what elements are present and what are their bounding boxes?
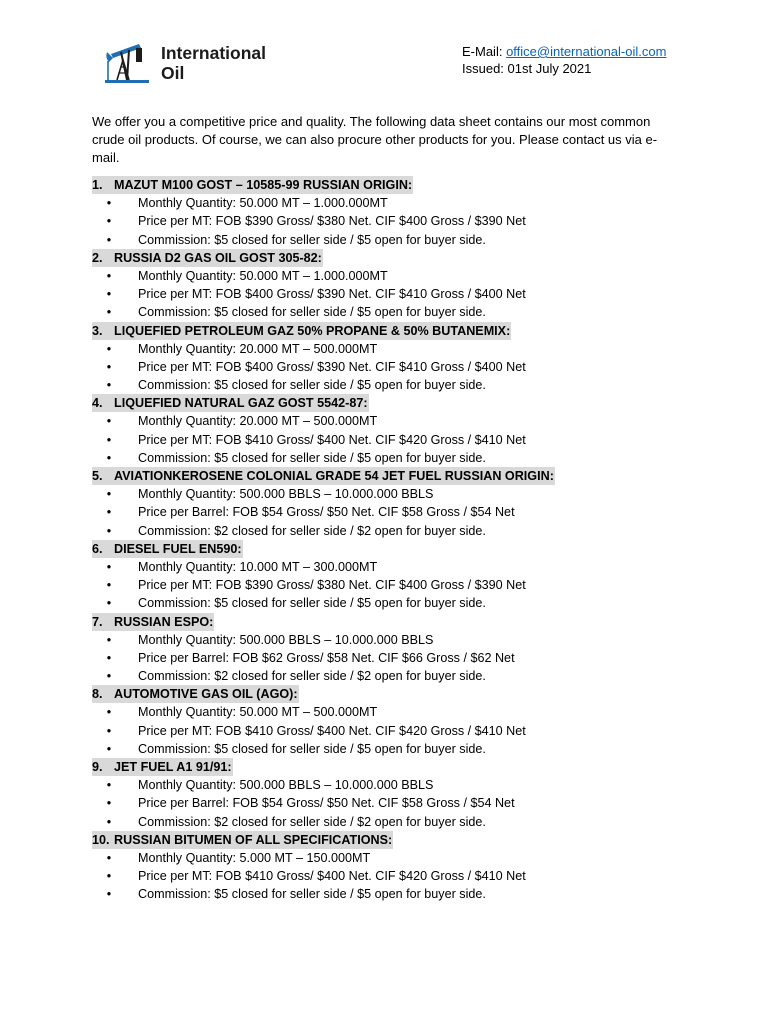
bullet-icon: •	[106, 523, 112, 538]
company-logo	[103, 40, 266, 86]
product-detail-item	[92, 376, 692, 394]
product-detail-text: Commission: $5 closed for seller side / $5 open for buyer side.	[138, 596, 486, 611]
bullet-icon: •	[106, 850, 112, 865]
product-detail-item	[92, 194, 692, 212]
product-detail-item	[92, 340, 692, 358]
product-detail-item	[92, 649, 692, 667]
bullet-icon: •	[106, 378, 112, 393]
bullet-icon: •	[106, 650, 112, 665]
product-detail-item	[92, 303, 692, 321]
product-number: 2.	[92, 249, 114, 267]
product-detail-text: Commission: $5 closed for seller side / $5 open for buyer side.	[138, 305, 486, 320]
bullet-icon: •	[106, 505, 112, 520]
product-detail-item	[92, 849, 692, 867]
product-detail-item	[92, 558, 692, 576]
product-number: 5.	[92, 467, 114, 485]
bullet-icon: •	[106, 887, 112, 902]
product-detail-text: Monthly Quantity: 50.000 MT – 500.000MT	[138, 705, 378, 720]
product-detail-text: Price per Barrel: FOB $54 Gross/ $50 Net. CIF $58 Gross / $54 Net	[138, 505, 515, 520]
product-detail-item	[92, 449, 692, 467]
bullet-icon: •	[106, 778, 112, 793]
product-detail-item	[92, 358, 692, 376]
product-detail-text: Price per Barrel: FOB $62 Gross/ $58 Net. CIF $66 Gross / $62 Net	[138, 650, 515, 665]
product-detail-text: Price per MT: FOB $400 Gross/ $390 Net. CIF $410 Gross / $400 Net	[138, 287, 526, 302]
product-detail-text: Commission: $5 closed for seller side / $5 open for buyer side.	[138, 741, 486, 756]
product-number: 7.	[92, 613, 114, 631]
product-number: 9.	[92, 758, 114, 776]
email-link[interactable]: office@international-oil.com	[506, 44, 667, 59]
product-detail-item	[92, 794, 692, 812]
product-heading	[92, 613, 692, 631]
bullet-icon: •	[106, 723, 112, 738]
bullet-icon: •	[106, 741, 112, 756]
product-detail-item	[92, 867, 692, 885]
bullet-icon: •	[106, 450, 112, 465]
product-heading	[92, 831, 692, 849]
company-name: International Oil	[161, 43, 267, 83]
bullet-icon: •	[106, 596, 112, 611]
product-detail-text: Price per MT: FOB $400 Gross/ $390 Net. CIF $410 Gross / $400 Net	[138, 359, 526, 374]
product-title: LIQUEFIED PETROLEUM GAZ 50% PROPANE & 50% BUTANEMIX:	[114, 322, 511, 340]
product-detail-text: Commission: $5 closed for seller side / $5 open for buyer side.	[138, 450, 486, 465]
bullet-icon: •	[106, 578, 112, 593]
product-detail-item	[92, 703, 692, 721]
product-detail-text: Monthly Quantity: 500.000 BBLS – 10.000.000 BBLS	[138, 487, 434, 502]
header-contact-block	[462, 43, 666, 77]
product-title: RUSSIA D2 GAS OIL GOST 305-82:	[114, 249, 323, 267]
product-title: JET FUEL A1 91/91:	[114, 758, 233, 776]
product-title: RUSSIAN ESPO:	[114, 613, 214, 631]
product-detail-item	[92, 885, 692, 903]
product-detail-text: Price per MT: FOB $410 Gross/ $400 Net. CIF $420 Gross / $410 Net	[138, 432, 526, 447]
product-detail-item	[92, 740, 692, 758]
intro-paragraph: We offer you a competitive price and quality. The following data sheet contains our most common crude oil products. Of course, we can also procure other products for you. Please contact us via e-mail.	[92, 114, 658, 165]
bullet-icon: •	[106, 214, 112, 229]
product-detail-text: Price per MT: FOB $390 Gross/ $380 Net. CIF $400 Gross / $390 Net	[138, 578, 526, 593]
product-detail-text: Commission: $2 closed for seller side / $2 open for buyer side.	[138, 814, 486, 829]
product-detail-text: Commission: $5 closed for seller side / $5 open for buyer side.	[138, 232, 486, 247]
oil-derrick-icon	[103, 40, 153, 86]
product-heading	[92, 249, 692, 267]
bullet-icon: •	[106, 341, 112, 356]
product-detail-item	[92, 231, 692, 249]
product-title: RUSSIAN BITUMEN OF ALL SPECIFICATIONS:	[114, 831, 393, 849]
product-detail-item	[92, 503, 692, 521]
product-detail-text: Monthly Quantity: 50.000 MT – 1.000.000MT	[138, 268, 388, 283]
product-heading	[92, 176, 692, 194]
product-detail-text: Monthly Quantity: 500.000 BBLS – 10.000.000 BBLS	[138, 632, 434, 647]
product-list	[92, 176, 692, 904]
bullet-icon: •	[106, 669, 112, 684]
product-detail-text: Monthly Quantity: 20.000 MT – 500.000MT	[138, 414, 378, 429]
product-detail-item	[92, 667, 692, 685]
product-detail-text: Monthly Quantity: 50.000 MT – 1.000.000MT	[138, 196, 388, 211]
product-detail-item	[92, 431, 692, 449]
bullet-icon: •	[106, 268, 112, 283]
product-detail-item	[92, 412, 692, 430]
product-detail-text: Price per MT: FOB $390 Gross/ $380 Net. CIF $400 Gross / $390 Net	[138, 214, 526, 229]
product-detail-text: Price per Barrel: FOB $54 Gross/ $50 Net. CIF $58 Gross / $54 Net	[138, 796, 515, 811]
email-label: E-Mail:	[462, 44, 507, 59]
product-detail-text: Monthly Quantity: 5.000 MT – 150.000MT	[138, 850, 371, 865]
bullet-icon: •	[106, 232, 112, 247]
product-number: 4.	[92, 394, 114, 412]
product-heading	[92, 394, 692, 412]
product-detail-item	[92, 212, 692, 230]
bullet-icon: •	[106, 632, 112, 647]
bullet-icon: •	[106, 196, 112, 211]
product-number: 6.	[92, 540, 114, 558]
bullet-icon: •	[106, 559, 112, 574]
bullet-icon: •	[106, 432, 112, 447]
product-detail-item	[92, 285, 692, 303]
product-heading	[92, 467, 692, 485]
product-heading	[92, 758, 692, 776]
bullet-icon: •	[106, 814, 112, 829]
product-detail-item	[92, 576, 692, 594]
product-title: AUTOMOTIVE GAS OIL (AGO):	[114, 685, 299, 703]
product-detail-text: Price per MT: FOB $410 Gross/ $400 Net. CIF $420 Gross / $410 Net	[138, 869, 526, 884]
bullet-icon: •	[106, 359, 112, 374]
product-heading	[92, 322, 692, 340]
product-detail-text: Monthly Quantity: 10.000 MT – 300.000MT	[138, 559, 378, 574]
product-title: AVIATIONKEROSENE COLONIAL GRADE 54 JET FUEL RUSSIAN ORIGIN:	[114, 467, 555, 485]
product-detail-item	[92, 813, 692, 831]
product-detail-text: Commission: $2 closed for seller side / $2 open for buyer side.	[138, 669, 486, 684]
product-detail-item	[92, 776, 692, 794]
bullet-icon: •	[106, 305, 112, 320]
product-detail-text: Commission: $2 closed for seller side / $2 open for buyer side.	[138, 523, 486, 538]
product-number: 10.	[92, 831, 114, 849]
bullet-icon: •	[106, 869, 112, 884]
product-detail-item	[92, 722, 692, 740]
product-number: 3.	[92, 322, 114, 340]
product-detail-text: Commission: $5 closed for seller side / $5 open for buyer side.	[138, 378, 486, 393]
email-line	[462, 43, 666, 60]
product-detail-text: Price per MT: FOB $410 Gross/ $400 Net. CIF $420 Gross / $410 Net	[138, 723, 526, 738]
product-detail-item	[92, 485, 692, 503]
bullet-icon: •	[106, 414, 112, 429]
product-detail-item	[92, 631, 692, 649]
product-number: 1.	[92, 176, 114, 194]
product-heading	[92, 685, 692, 703]
product-heading	[92, 540, 692, 558]
product-detail-text: Monthly Quantity: 500.000 BBLS – 10.000.000 BBLS	[138, 778, 434, 793]
product-detail-item	[92, 267, 692, 285]
bullet-icon: •	[106, 796, 112, 811]
product-number: 8.	[92, 685, 114, 703]
product-title: DIESEL FUEL EN590:	[114, 540, 243, 558]
product-detail-text: Monthly Quantity: 20.000 MT – 500.000MT	[138, 341, 378, 356]
bullet-icon: •	[106, 287, 112, 302]
product-detail-item	[92, 594, 692, 612]
product-detail-text: Commission: $5 closed for seller side / $5 open for buyer side.	[138, 887, 486, 902]
bullet-icon: •	[106, 705, 112, 720]
bullet-icon: •	[106, 487, 112, 502]
product-title: MAZUT M100 GOST – 10585-99 RUSSIAN ORIGIN:	[114, 176, 413, 194]
issued-date: Issued: 01st July 2021	[462, 61, 592, 76]
product-detail-item	[92, 522, 692, 540]
product-title: LIQUEFIED NATURAL GAZ GOST 5542-87:	[114, 394, 369, 412]
